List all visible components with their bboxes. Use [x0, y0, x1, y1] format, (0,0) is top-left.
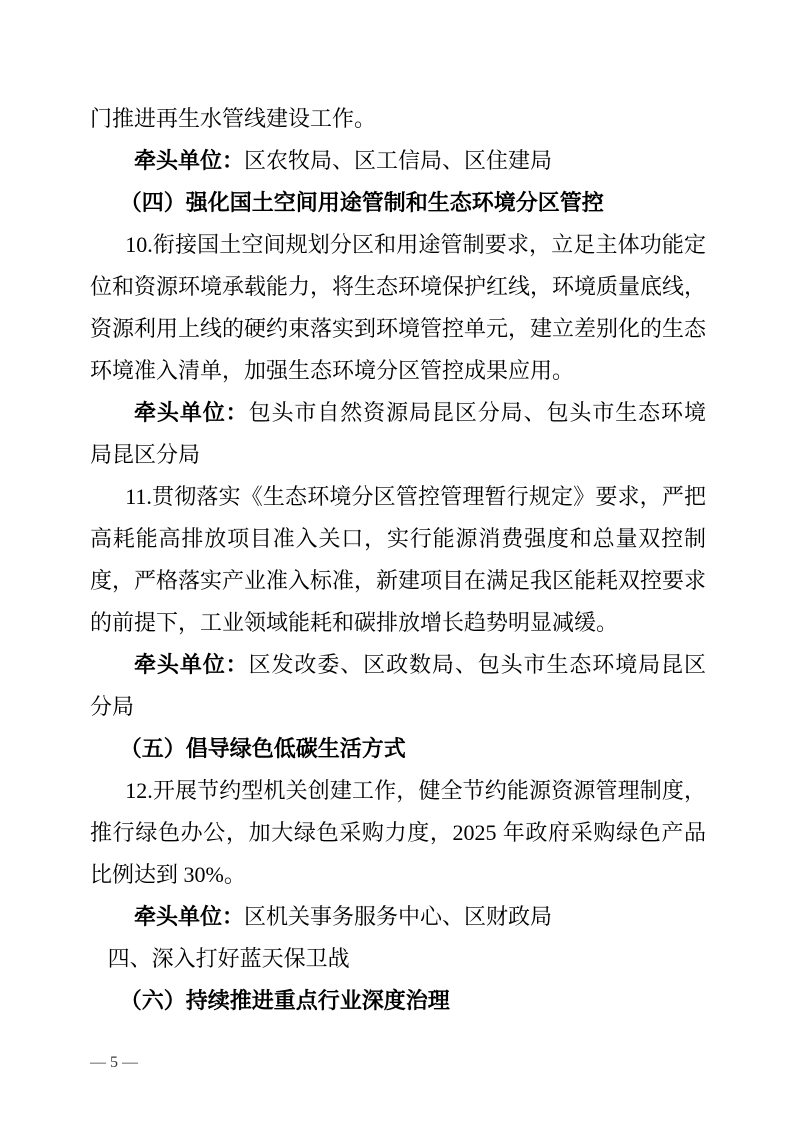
lead-unit-value: 区机关事务服务中心、区财政局 [244, 904, 553, 929]
lead-unit-value: 区农牧局、区工信局、区住建局 [244, 148, 553, 173]
page-number: — 5 — [90, 1054, 138, 1071]
lead-unit-paragraph [90, 140, 706, 182]
paragraph-item-12: 12.开展节约型机关创建工作，健全节约能源资源管理制度，推行绿色办公，加大绿色采购力度，2025 年政府采购绿色产品比例达到 30%。 [90, 778, 706, 887]
lead-unit-paragraph [90, 392, 706, 476]
section-heading-4: 四、深入打好蓝天保卫战 [107, 946, 350, 971]
lead-unit-label: 牵头单位： [134, 904, 245, 929]
lead-unit-paragraph [90, 896, 706, 938]
subsection-heading-5: （五）倡导绿色低碳生活方式 [119, 736, 406, 761]
subsection-heading-6: （六）持续推进重点行业深度治理 [119, 988, 450, 1013]
lead-unit-value: 包头市自然资源局昆区分局、包头市生态环境局昆区分局 [90, 400, 706, 467]
subsection-heading-4: （四）强化国土空间用途管制和生态环境分区管控 [119, 190, 604, 215]
lead-unit-label: 牵头单位： [134, 148, 245, 173]
paragraph-item-10: 10.衔接国土空间规划分区和用途管制要求，立足主体功能定位和资源环境承载能力，将生态环境保护红线，环境质量底线，资源利用上线的硬约束落实到环境管控单元，建立差别化的生态环境准入清单，加强生态环境分区管控成果应用。 [90, 232, 707, 383]
lead-unit-label: 牵头单位： [134, 652, 249, 677]
paragraph-continuation: 门推进再生水管线建设工作。 [90, 106, 377, 131]
paragraph-item-11: 11.贯彻落实《生态环境分区管控管理暂行规定》要求，严把高耗能高排放项目准入关口，实行能源消费强度和总量双控制度，严格落实产业准入标准，新建项目在满足我区能耗双控要求的前提下，工业领域能耗和碳排放增长趋势明显减缓。 [90, 484, 707, 635]
lead-unit-paragraph [90, 644, 706, 728]
lead-unit-label: 牵头单位： [134, 400, 249, 425]
lead-unit-value: 区发改委、区政数局、包头市生态环境局昆区分局 [90, 652, 706, 719]
document-body [90, 98, 706, 1022]
